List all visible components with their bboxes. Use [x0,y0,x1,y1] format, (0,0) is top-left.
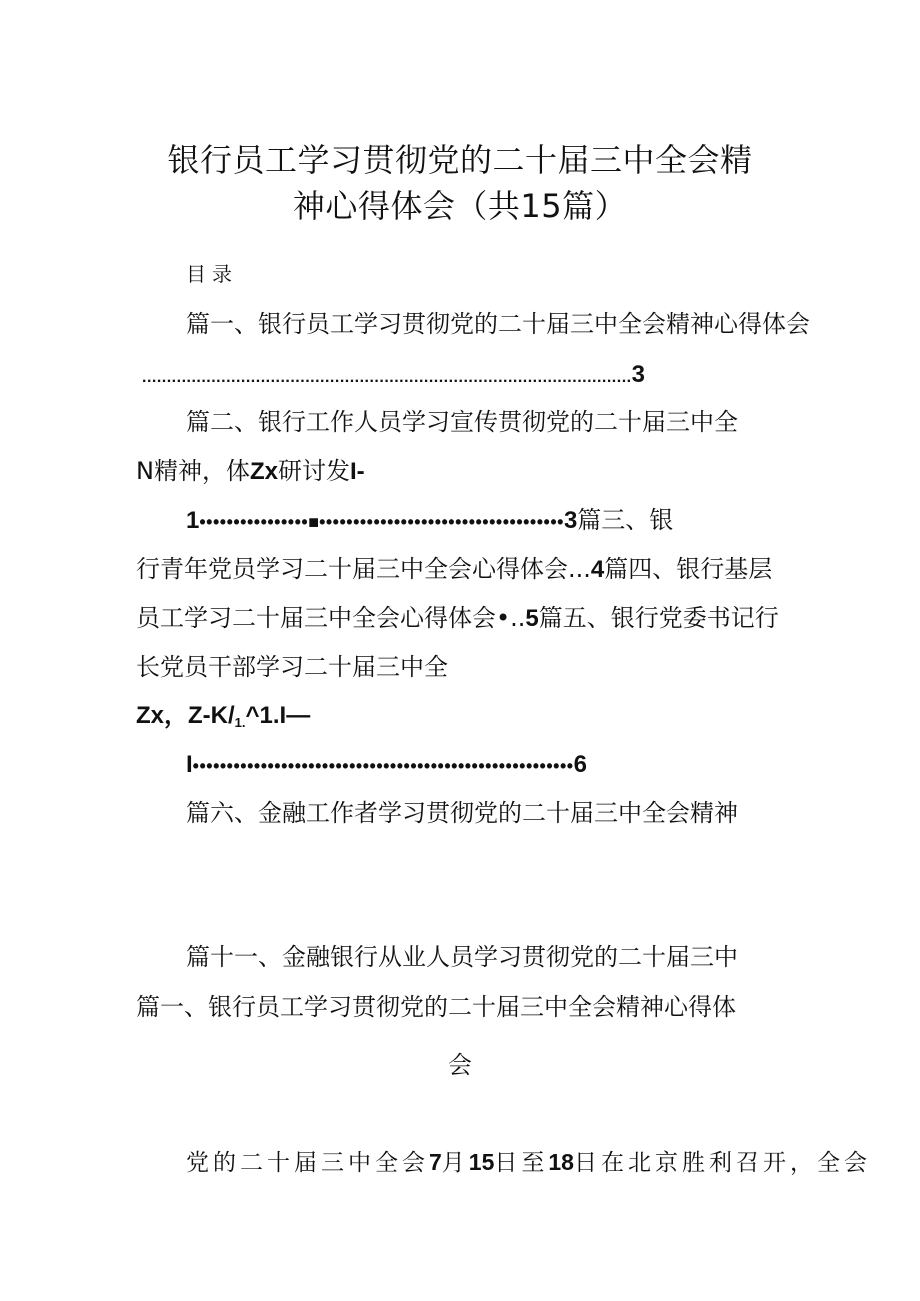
toc-item-2-leader-a: •••••••••••••••• [199,512,309,532]
toc-item-5[interactable]: 篇五、银行党委书记行 [538,604,779,632]
toc-item-3-page: 4 [590,556,605,583]
article-body-line-1 [186,1151,871,1175]
toc-item-3-continuation: 行青年党员学习二十届三中全会心得体会... [136,555,591,583]
toc-item-1-leader-row [142,362,645,387]
toc-item-2-leader-start: 1 [186,507,200,534]
toc-heading: 目录 [186,262,238,286]
toc-item-1-leader: ................................................................................................... [142,369,632,386]
article-heading-line-1: 篇一、银行员工学习贯彻党的二十届三中全会精神心得体 [136,993,736,1021]
body-text-a: 党的二十届三中全会 [186,1150,429,1176]
toc-item-2-leader-b: •••••••••••••••••••••••••••••••••••• [319,512,564,532]
toc-item-2[interactable]: 篇二、银行工作人员学习宣传贯彻党的二十届三中全 [186,408,738,436]
body-number-day-start: 15 [468,1149,495,1175]
toc-item-5-page: 6 [573,751,587,778]
toc-item-4-page: 5 [525,605,539,632]
article-heading-line-2: 会 [448,1051,472,1079]
toc-items-3-4-row [136,557,772,582]
toc-item-5-leader-start: I [186,751,193,778]
toc-item-2-cont-a: N精神，体 [136,457,250,485]
toc-item-2-cont-b: Zx [249,458,278,485]
body-text-d: 日在北京胜利召开，全会 [573,1150,871,1176]
document-title-line-2: 神心得体会（共15篇） [292,187,628,225]
toc-item-4-continuation: 员工学习二十届三中全会心得体会•.. [136,604,526,632]
toc-item-3[interactable]: 篇三、银 [577,506,674,534]
toc-item-5-garbled-sub: 1. [234,715,246,730]
document-title-line-1: 银行员工学习贯彻党的二十届三中全会精 [167,141,753,179]
toc-item-2-leader-mark: ■ [308,512,320,532]
toc-item-2-cont-c: 研讨发 [277,457,350,485]
toc-item-1-page: 3 [631,361,645,388]
toc-item-2-cont-d: I- [349,458,365,485]
body-number-day-end: 18 [548,1149,574,1175]
toc-item-5-garbled-a: Zx，Z-K/ [136,702,235,729]
toc-item-2-continuation [136,459,365,484]
body-text-c: 日至 [494,1150,549,1176]
toc-item-5-continuation: 长党员干部学习二十届三中全 [136,653,448,681]
toc-item-2-leader-row [186,508,673,533]
toc-item-2-page: 3 [563,507,578,534]
toc-item-5-leader-row [186,752,587,777]
toc-item-1[interactable]: 篇一、银行员工学习贯彻党的二十届三中全会精神心得体会 [186,310,810,338]
toc-item-5-leader: •••••••••••••••••••••••••••••••••••••••••••••••••••••••• [192,756,574,776]
toc-item-5-garbled-b: ^1.I— [245,702,311,729]
toc-item-6[interactable]: 篇六、金融工作者学习贯彻党的二十届三中全会精神 [186,799,738,827]
body-text-b: 月 [441,1150,469,1176]
toc-item-11[interactable]: 篇十一、金融银行从业人员学习贯彻党的二十届三中 [186,943,738,971]
toc-items-4-5-row [136,606,779,631]
toc-item-5-garbled-row [136,704,310,729]
toc-item-4[interactable]: 篇四、银行基层 [604,555,773,583]
body-number-month: 7 [429,1149,442,1175]
